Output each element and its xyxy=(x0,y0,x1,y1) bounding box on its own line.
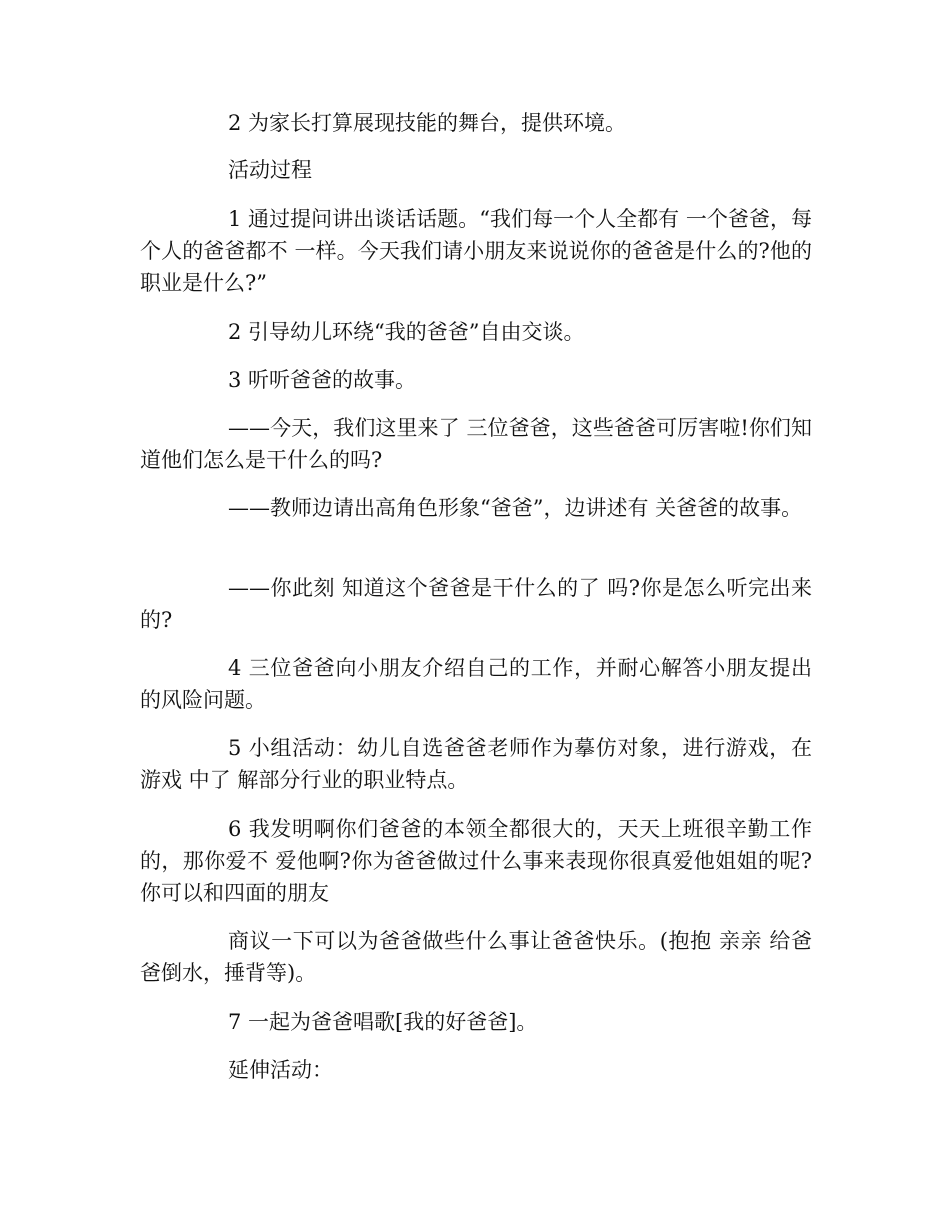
paragraph-step-3-dialogue-3: ——你此刻 知道这个爸爸是干什么的了 吗?你是怎么听完出来的? xyxy=(140,576,812,632)
paragraph-step-5: 5 小组活动：幼儿自选爸爸老师作为摹仿对象，进行游戏，在 游戏 中了 解部分行业的职业特点。 xyxy=(140,736,812,792)
paragraph-step-6-continued: 商议一下可以为爸爸做些什么事让爸爸快乐。(抱抱 亲亲 给爸爸倒水，捶背等)。 xyxy=(140,929,812,985)
paragraph-step-7: 7 一起为爸爸唱歌[我的好爸爸]。 xyxy=(228,1010,538,1034)
paragraph-step-3-dialogue-2: ——教师边请出高角色形象“爸爸”，边讲述有 关爸爸的故事。 xyxy=(228,496,803,520)
paragraph-step-3: 3 听听爸爸的故事。 xyxy=(228,368,417,392)
paragraph-step-4: 4 三位爸爸向小朋友介绍自己的工作，并耐心解答小朋友提出的风险问题。 xyxy=(140,656,812,712)
section-heading-process: 活动过程 xyxy=(228,158,312,182)
paragraph-step-2: 2 引导幼儿环绕“我的爸爸”自由交谈。 xyxy=(228,320,585,344)
section-heading-extension: 延伸活动： xyxy=(228,1058,333,1082)
paragraph-step-6: 6 我发明啊你们爸爸的本领全都很大的，天天上班很辛勤工作的，那你爱不 爱他啊?你为爸爸做过什么事来表现你很真爱他姐姐的呢?你可以和四面的朋友 xyxy=(140,817,812,905)
paragraph-goal-2: 2 为家长打算展现技能的舞台，提供环境。 xyxy=(228,111,627,135)
paragraph-step-3-dialogue-1: ——今天，我们这里来了 三位爸爸，这些爸爸可厉害啦!你们知道他们怎么是干什么的吗? xyxy=(140,416,812,472)
paragraph-step-1: 1 通过提问讲出谈话话题。“我们每一个人全都有 一个爸爸，每个人的爸爸都不 一样。今天我们请小朋友来说说你的爸爸是什么的?他的职业是什么?” xyxy=(140,207,812,295)
